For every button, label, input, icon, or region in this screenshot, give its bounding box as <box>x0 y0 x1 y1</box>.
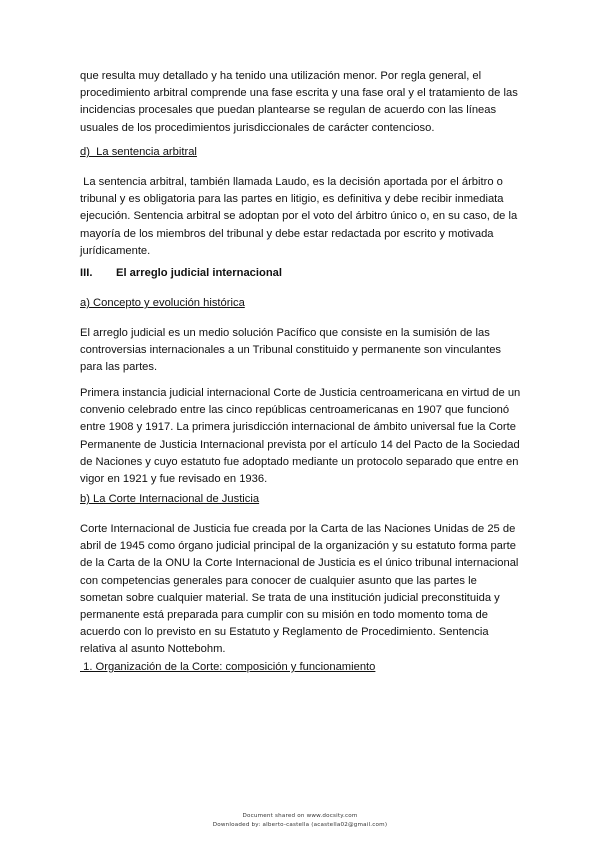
heading-corte-internacional <box>80 491 526 508</box>
text-line: ejecución. Sentencia arbitral se adoptan por el voto del árbitro único o, en su caso, de la <box>80 210 518 223</box>
paragraph-concepto <box>80 325 526 377</box>
text-line: abril de 1945 como órgano judicial principal de la organización y su estatuto forma parte <box>80 540 516 553</box>
heading-text: d) La sentencia arbitral <box>80 146 197 158</box>
text-line: controversias internacionales a un Tribunal constituido y permanente son vinculantes <box>80 344 502 357</box>
text-line: sometan sobre cualquier material. Se trata de una institución judicial preconstituida y <box>80 591 500 604</box>
heading-text: a) Concepto y evolución histórica <box>80 297 245 309</box>
section-heading-iii <box>80 265 526 282</box>
text-line: entre 1908 y 1917. La primera jurisdicción internacional de ámbito universal fue la Corte <box>80 421 516 434</box>
paragraph-primera-instancia <box>80 385 526 488</box>
text-line: tribunal y es obligatoria para las partes en litigio, es definitiva y debe recibir inmediata <box>80 193 504 206</box>
text-line: para las partes. <box>80 361 158 374</box>
text-line: Permanente de Justicia Internacional prevista por el artículo 14 del Pacto de la Sociedad <box>80 438 520 451</box>
paragraph-sentencia-arbitral <box>80 174 526 260</box>
paragraph-corte-internacional <box>80 521 526 659</box>
text-line: permanente está preparada para cumplir con su misión en todo momento toma de <box>80 609 488 622</box>
text-line: incidencias procesales que puedan plantearse se regulan de acuerdo con las líneas <box>80 104 497 117</box>
text-line: Corte Internacional de Justicia fue creada por la Carta de las Naciones Unidas de 25 de <box>80 523 516 535</box>
text-line: Primera instancia judicial internacional Corte de Justicia centroamericana en virtud de un <box>80 387 521 399</box>
heading-text: 1. Organización de la Corte: composición y funcionamiento <box>80 661 376 673</box>
footer-download-line: Downloaded by: alberto-castella (acastella02@gmail.com) <box>212 822 388 828</box>
intro-paragraph <box>80 68 526 137</box>
heading-organizacion-corte <box>80 659 526 676</box>
section-title: El arreglo judicial internacional <box>116 267 282 279</box>
section-number: III. <box>80 267 93 279</box>
text-line: vigor en 1921 y fue revisado en 1936. <box>80 473 268 486</box>
text-line: que resulta muy detallado y ha tenido una utilización menor. Por regla general, el <box>80 70 482 82</box>
text-line: con competencias generales para conocer de cualquier asunto que las partes le <box>80 574 477 587</box>
footer-shared-line: Document shared on www.docsity.com <box>242 813 358 819</box>
text-line: procedimiento arbitral comprende una fase escrita y una fase oral y el tratamiento de las <box>80 87 518 100</box>
text-line: de Naciones y cuyo estatuto fue adoptado mediante un protocolo separado que entre en <box>80 455 519 468</box>
heading-concepto <box>80 295 526 312</box>
page-footer <box>0 812 600 830</box>
text-line: acuerdo con lo previsto en su Estatuto y Reglamento de Procedimiento. Sentencia <box>80 626 489 639</box>
text-line: usuales de los procedimientos jurisdiccionales de carácter contencioso. <box>80 121 435 134</box>
text-line: convenio celebrado entre las cinco repúblicas centroamericanas en 1907 que funcionó <box>80 404 510 417</box>
text-line: La sentencia arbitral, también llamada Laudo, es la decisión aportada por el árbitro o <box>80 176 503 188</box>
text-line: jurídicamente. <box>80 244 151 257</box>
text-line: de la Carta de la ONU la Corte Internacional de Justicia es el único tribunal internacional <box>80 557 519 570</box>
text-line: El arreglo judicial es un medio solución Pacífico que consiste en la sumisión de las <box>80 327 490 339</box>
heading-text: b) La Corte Internacional de Justicia <box>80 493 260 505</box>
heading-sentencia-arbitral <box>80 144 526 161</box>
text-line: relativa al asunto Nottebohm. <box>80 643 226 656</box>
text-line: mayoría de los miembros del tribunal y debe estar redactada por escrito y motivada <box>80 227 494 240</box>
